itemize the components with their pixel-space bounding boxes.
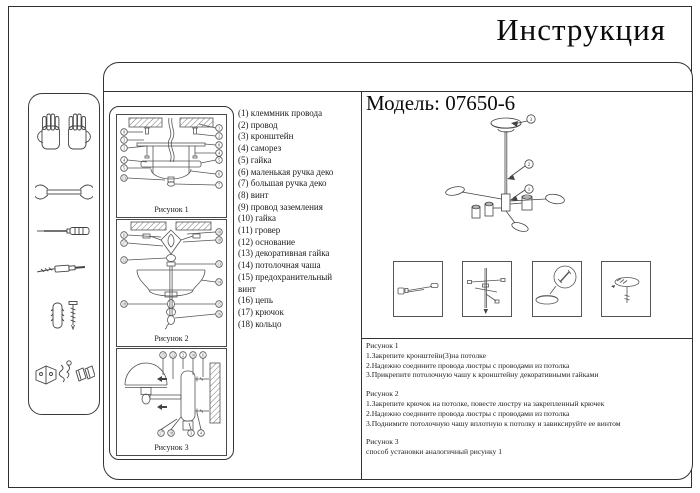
svg-text:10: 10 [191, 352, 195, 358]
gloves-icon [36, 110, 92, 165]
parts-list-item: (9) провод заземления [238, 201, 323, 212]
svg-text:15: 15 [217, 301, 221, 307]
chandelier-drawing [372, 109, 662, 261]
column-divider [361, 91, 362, 479]
svg-text:1: 1 [527, 187, 531, 193]
svg-text:2: 2 [217, 133, 221, 139]
parts-list-item: (5) гайка [238, 154, 272, 165]
svg-text:3: 3 [190, 430, 192, 436]
figure-3-box [116, 348, 227, 456]
instruction-title: Рисунок 3 [366, 437, 399, 447]
svg-text:18: 18 [217, 237, 221, 243]
instruction-step: способ установки аналогичный рисунку 1 [366, 447, 503, 457]
svg-text:7: 7 [217, 182, 221, 188]
instruction-step: 1.Закрепите кронштейн(3)на потолке [366, 350, 486, 360]
wrench-icon [35, 184, 93, 205]
svg-text:2: 2 [527, 162, 531, 168]
instruction-step: 2.Надежно соедините провода люстры с проводами из потолка [366, 408, 570, 418]
parts-list-item: (7) большая ручка деко [238, 178, 327, 189]
svg-text:12: 12 [171, 352, 175, 358]
figure-2-box [116, 219, 227, 347]
svg-text:11: 11 [122, 232, 126, 238]
svg-text:4: 4 [122, 157, 126, 163]
figure-2-drawing [117, 220, 226, 330]
page-title: Инструкция [496, 12, 666, 47]
step-box-canopy [532, 261, 582, 317]
parts-list-item: (6) маленькая ручка деко [238, 166, 334, 177]
fasteners-icon [33, 355, 95, 398]
svg-text:5: 5 [217, 157, 221, 163]
instruction-step: 1.Закрепите крючок на потолке, повесте люстру на закрепленный крючек [366, 398, 605, 408]
parts-list-item: (3) кронштейн [238, 131, 294, 142]
svg-text:12: 12 [122, 257, 126, 263]
model-title: Модель: 07650-6 [366, 91, 516, 115]
svg-text:16: 16 [217, 311, 221, 317]
figure-1-drawing [117, 115, 226, 201]
drill-bit-icon [35, 261, 93, 280]
svg-text:14: 14 [217, 279, 221, 285]
parts-list-item: (12) основание [238, 236, 296, 247]
svg-text:17: 17 [122, 240, 126, 246]
figure-2-label: Рисунок 2 [154, 334, 189, 343]
svg-text:13: 13 [217, 261, 221, 267]
parts-list-item: (14) потолочная чаша [238, 260, 321, 271]
svg-text:4: 4 [200, 430, 202, 436]
parts-list-item: (16) цепь [238, 295, 273, 306]
svg-text:9: 9 [122, 129, 126, 135]
parts-list-item: (18) кольцо [238, 318, 282, 329]
svg-text:1: 1 [217, 125, 221, 131]
figure-3-label: Рисунок 3 [154, 443, 189, 452]
figure-1-box [116, 114, 227, 218]
figure-1-label: Рисунок 1 [154, 205, 189, 214]
figure-3-drawing [117, 349, 226, 439]
parts-list-item: (2) провод [238, 119, 278, 130]
svg-text:4: 4 [217, 150, 221, 156]
svg-text:15: 15 [161, 352, 165, 358]
parts-list-item: (10) гайка [238, 213, 276, 224]
instruction-title: Рисунок 1 [366, 341, 399, 350]
instruction-step: 3.Прикрепите потолочную чашу к кронштейну декоративными гайками [366, 370, 599, 380]
instruction-title: Рисунок 2 [366, 389, 399, 399]
step-box-cross [462, 261, 512, 317]
svg-text:18: 18 [169, 430, 173, 436]
instruction-step: 2.Надежно соедините провода люстры с проводами из потолка [366, 360, 570, 370]
assembly-instructions [366, 341, 688, 466]
step-box-lamp-head [601, 261, 651, 317]
parts-list-item: (15) предохранительный винт [238, 271, 333, 294]
instruction-block-fig1 [366, 341, 688, 380]
parts-list-item: (4) саморез [238, 143, 282, 154]
parts-list-item: (13) декоративная гайка [238, 248, 330, 259]
svg-text:10: 10 [217, 229, 221, 235]
svg-text:5: 5 [122, 165, 126, 171]
svg-text:3: 3 [122, 137, 126, 143]
parts-list-item: (1) клеммник провода [238, 108, 323, 118]
tools-panel [28, 93, 100, 415]
figures-panel [109, 106, 234, 460]
svg-text:1: 1 [122, 145, 126, 151]
parts-list-item: (17) крючок [238, 306, 284, 317]
screwdriver-icon [35, 224, 93, 242]
anchor-screw-icon [46, 299, 82, 336]
instruction-block-fig2 [366, 389, 688, 428]
svg-text:6: 6 [217, 171, 221, 177]
svg-text:11: 11 [201, 352, 205, 358]
instructions-divider [361, 338, 692, 339]
svg-text:8: 8 [217, 142, 221, 148]
parts-list [238, 108, 344, 330]
instruction-block-fig3 [366, 437, 688, 457]
svg-text:2: 2 [182, 352, 184, 358]
parts-list-item: (8) винт [238, 189, 269, 200]
step-box-arm [393, 261, 443, 317]
main-panel [103, 62, 693, 480]
parts-list-item: (11) гровер [238, 225, 281, 236]
svg-text:17: 17 [159, 430, 163, 436]
svg-text:13: 13 [121, 175, 127, 181]
svg-text:3: 3 [529, 117, 533, 123]
instruction-step: 3.Поднимите потолочную чашу вплотную к потолку и завиксируйте ее винтом [366, 418, 621, 428]
svg-text:18: 18 [122, 301, 126, 307]
